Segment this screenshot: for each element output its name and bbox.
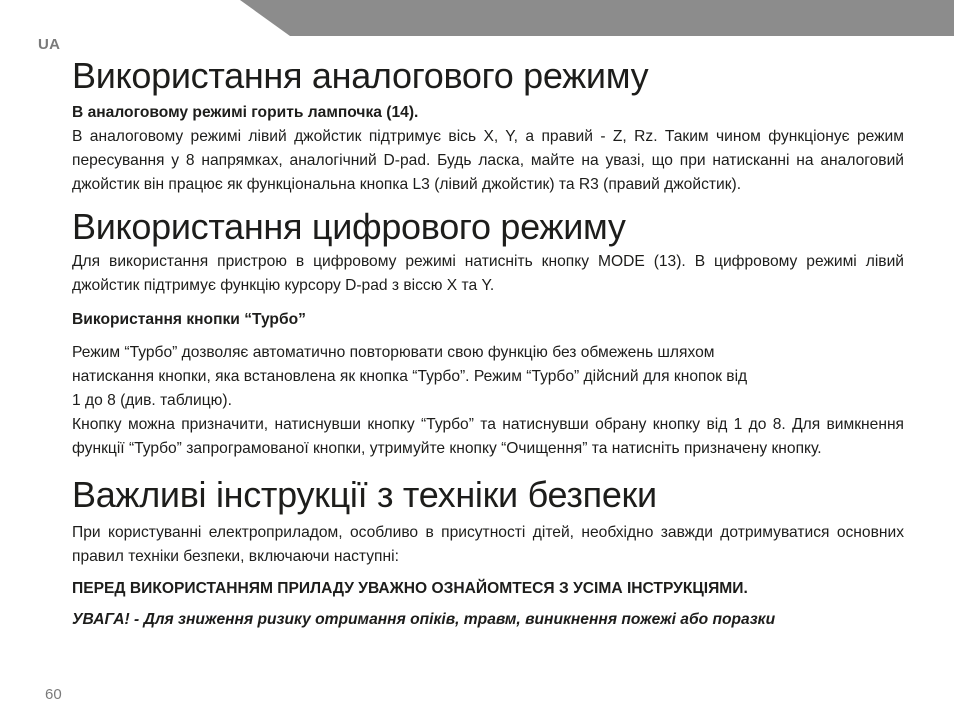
turbo-line-3: 1 до 8 (див. таблицю). [72,392,232,409]
section-title-safety: Важливі інструкції з техніки безпеки [72,474,657,515]
safety-warning-caps: ПЕРЕД ВИКОРИСТАННЯМ ПРИЛАДУ УВАЖНО ОЗНАЙОМТЕСЯ З УСІМА ІНСТРУКЦІЯМИ. [72,580,748,597]
section-title-digital-mode: Використання цифрового режиму [72,206,626,247]
safety-warning-italic: УВАГА! - Для зниження ризику отримання опіків, травм, виникнення пожежі або поразки [72,611,776,628]
safety-body: При користуванні електроприладом, особливо в присутності дітей, необхідно завжди дотримуватися основних правил техніки безпеки, включаючи наступні: [72,524,904,565]
section-title-analog-mode: Використання аналогового режиму [72,55,649,96]
digital-mode-body: Для використання пристрою в цифровому режимі натисніть кнопку MODE (13). В цифровому режимі лівий джойстик підтримує функцію курсору D-pad з віссю X та Y. [72,253,904,294]
turbo-line-2: натискання кнопки, яка встановлена як кнопка “Турбо”. Режим “Турбо” дійсний для кнопок від [72,368,748,385]
language-code: UA [38,36,61,53]
turbo-paragraph-1 [72,341,904,413]
turbo-subheading: Використання кнопки “Турбо” [72,311,306,328]
turbo-line-1: Режим “Турбо” дозволяє автоматично повторювати свою функцію без обмежень шляхом [72,344,715,361]
analog-mode-lead: В аналоговому режимі горить лампочка (14). [72,104,419,121]
turbo-paragraph-2: Кнопку можна призначити, натиснувши кнопку “Турбо” та натиснувши обрану кнопку від 1 до 8. Для вимкнення функції “Турбо” запрограмованої кнопки, утримуйте кнопку “Очищення” та натисніть призначену кнопку. [72,416,904,457]
page-content [72,54,904,632]
header-decorative-bar [0,0,954,36]
analog-mode-body: В аналоговому режимі лівий джойстик підтримує вісь X, Y, а правий - Z, Rz. Таким чином функціонує режим пересування у 8 напрямках, аналогічний D-pad. Будь ласка, майте на увазі, що при натисканні на аналоговий джойстик він працює як функціональна кнопка L3 (лівий джойстик) та R3 (правий джойстик). [72,128,904,193]
page-number: 60 [45,686,62,703]
